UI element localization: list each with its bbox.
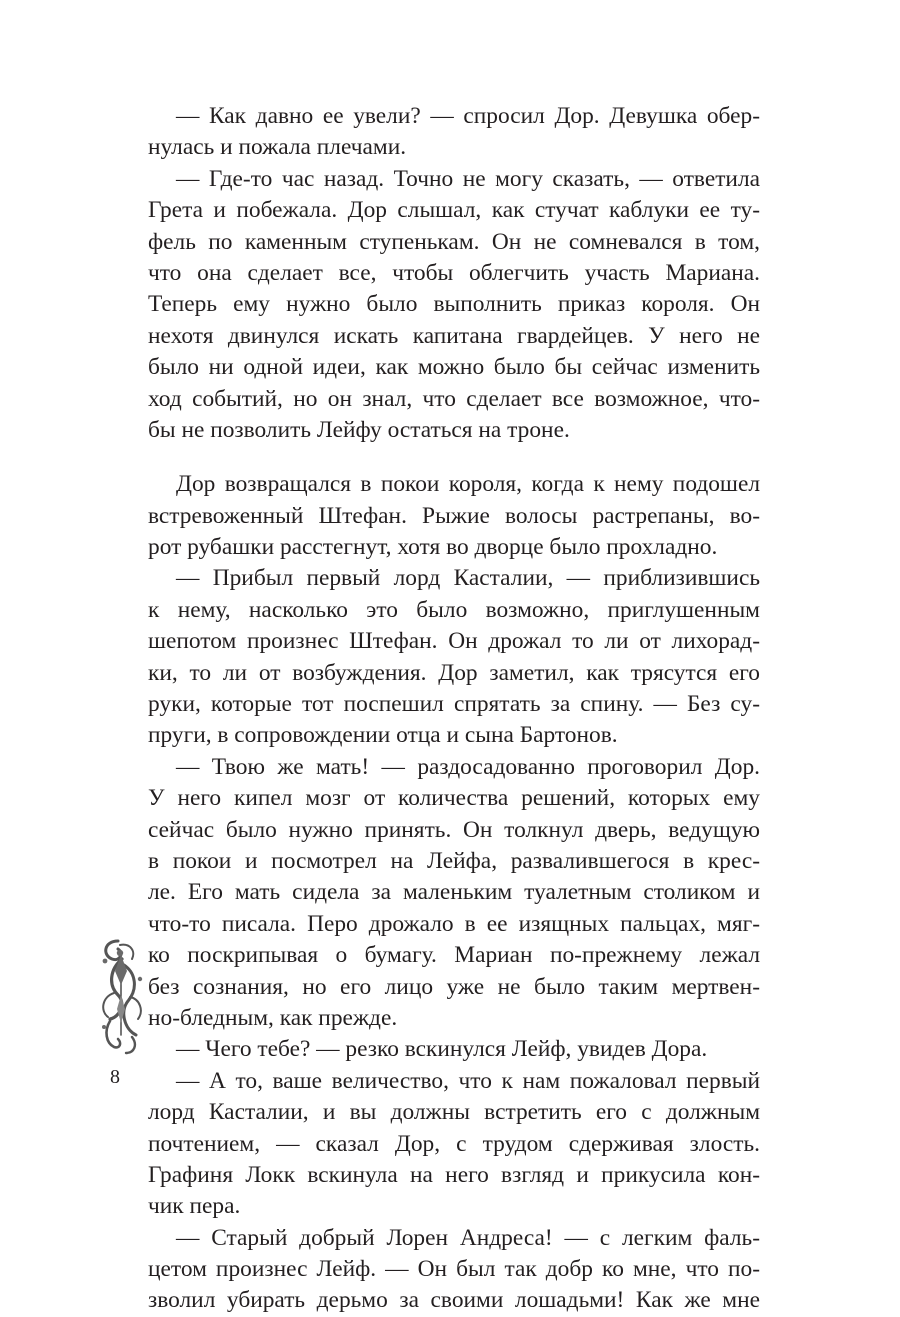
text-line: без сознания, но его лицо уже не было таким мертвен- xyxy=(148,973,760,1000)
paragraph xyxy=(148,1223,760,1317)
text-line: встревоженный Штефан. Рыжие волосы растрепаны, во- xyxy=(148,502,760,529)
text-line: рот рубашки расстегнут, хотя во дворце было прохладно. xyxy=(148,534,718,561)
text-line: нулась и пожала плечами. xyxy=(148,134,407,161)
text-line: руки, которые тот поспешил спрятать за спину. — Без су- xyxy=(148,691,760,718)
text-line: — Старый добрый Лорен Андреса! — с легким фаль- xyxy=(176,1224,760,1251)
vine-ornament-icon xyxy=(96,935,148,1057)
text-line: Графиня Локк вскинула на него взгляд и прикусила кон- xyxy=(148,1161,760,1188)
text-line: но-бледным, как прежде. xyxy=(148,1004,398,1031)
text-line: сейчас было нужно принять. Он толкнул дверь, ведущую xyxy=(148,816,760,843)
text-line: цетом произнес Лейф. — Он был так добр ко мне, что по- xyxy=(148,1256,760,1283)
text-line: — А то, ваше величество, что к нам пожаловал первый xyxy=(176,1067,760,1094)
text-line: почтением, — сказал Дор, с трудом сдерживая злость. xyxy=(148,1130,760,1157)
text-line: нехотя двинулся искать капитана гвардейцев. У него не xyxy=(148,322,760,349)
text-line: ки, то ли от возбуждения. Дор заметил, как трясутся его xyxy=(148,659,760,686)
text-line: ле. Его мать сидела за маленьким туалетным столиком и xyxy=(148,879,760,906)
text-line: Теперь ему нужно было выполнить приказ короля. Он xyxy=(148,291,760,318)
text-line: — Прибыл первый лорд Касталии, — приблизившись xyxy=(176,565,760,592)
text-line: лорд Касталии, и вы должны встретить его с должным xyxy=(148,1099,760,1126)
paragraph xyxy=(148,1034,760,1065)
text-line: бы не позволить Лейфу остаться на троне. xyxy=(148,416,570,443)
text-line: в покои и посмотрел на Лейфа, развалившегося в крес- xyxy=(148,847,760,874)
section-break xyxy=(148,446,760,469)
text-line: Дор возвращался в покои короля, когда к нему подошел xyxy=(176,471,760,498)
text-line: что она сделает все, чтобы облегчить участь Мариана. xyxy=(148,259,760,286)
text-line: пруги, в сопровождении отца и сына Бартонов. xyxy=(148,722,618,749)
text-line: У него кипел мозг от количества решений, которых ему xyxy=(148,785,760,812)
paragraph xyxy=(148,164,760,447)
page-number: 8 xyxy=(110,1066,120,1088)
text-line: к нему, насколько это было возможно, приглушенным xyxy=(148,596,760,623)
text-line: ход событий, но он знал, что сделает все возможное, что- xyxy=(148,385,760,412)
text-line: — Твою же мать! — раздосадованно проговорил Дор. xyxy=(176,753,760,780)
paragraph xyxy=(148,469,760,563)
text-line: фель по каменным ступенькам. Он не сомневался в том, xyxy=(148,228,760,255)
text-line: ко поскрипывая о бумагу. Мариан по-прежнему лежал xyxy=(148,942,760,969)
body-text xyxy=(148,101,760,1317)
text-line: — Где-то час назад. Точно не могу сказать, — ответила xyxy=(176,165,760,192)
paragraph xyxy=(148,563,760,751)
text-line: Грета и побежала. Дор слышал, как стучат каблуки ее ту- xyxy=(148,197,760,224)
paragraph xyxy=(148,752,760,1035)
paragraph xyxy=(148,1066,760,1223)
text-line: — Чего тебе? — резко вскинулся Лейф, увидев Дора. xyxy=(176,1036,708,1063)
text-line: шепотом произнес Штефан. Он дрожал то ли от лихорад- xyxy=(148,628,760,655)
paragraph xyxy=(148,101,760,164)
text-line: что-то писала. Перо дрожало в ее изящных пальцах, мяг- xyxy=(148,910,760,937)
text-line: чик пера. xyxy=(148,1193,241,1220)
text-line: было ни одной идеи, как можно было бы сейчас изменить xyxy=(148,354,760,381)
text-line: — Как давно ее увели? — спросил Дор. Девушка обер- xyxy=(176,103,760,129)
text-line: зволил убирать дерьмо за своими лошадьми! Как же мне xyxy=(148,1287,760,1314)
